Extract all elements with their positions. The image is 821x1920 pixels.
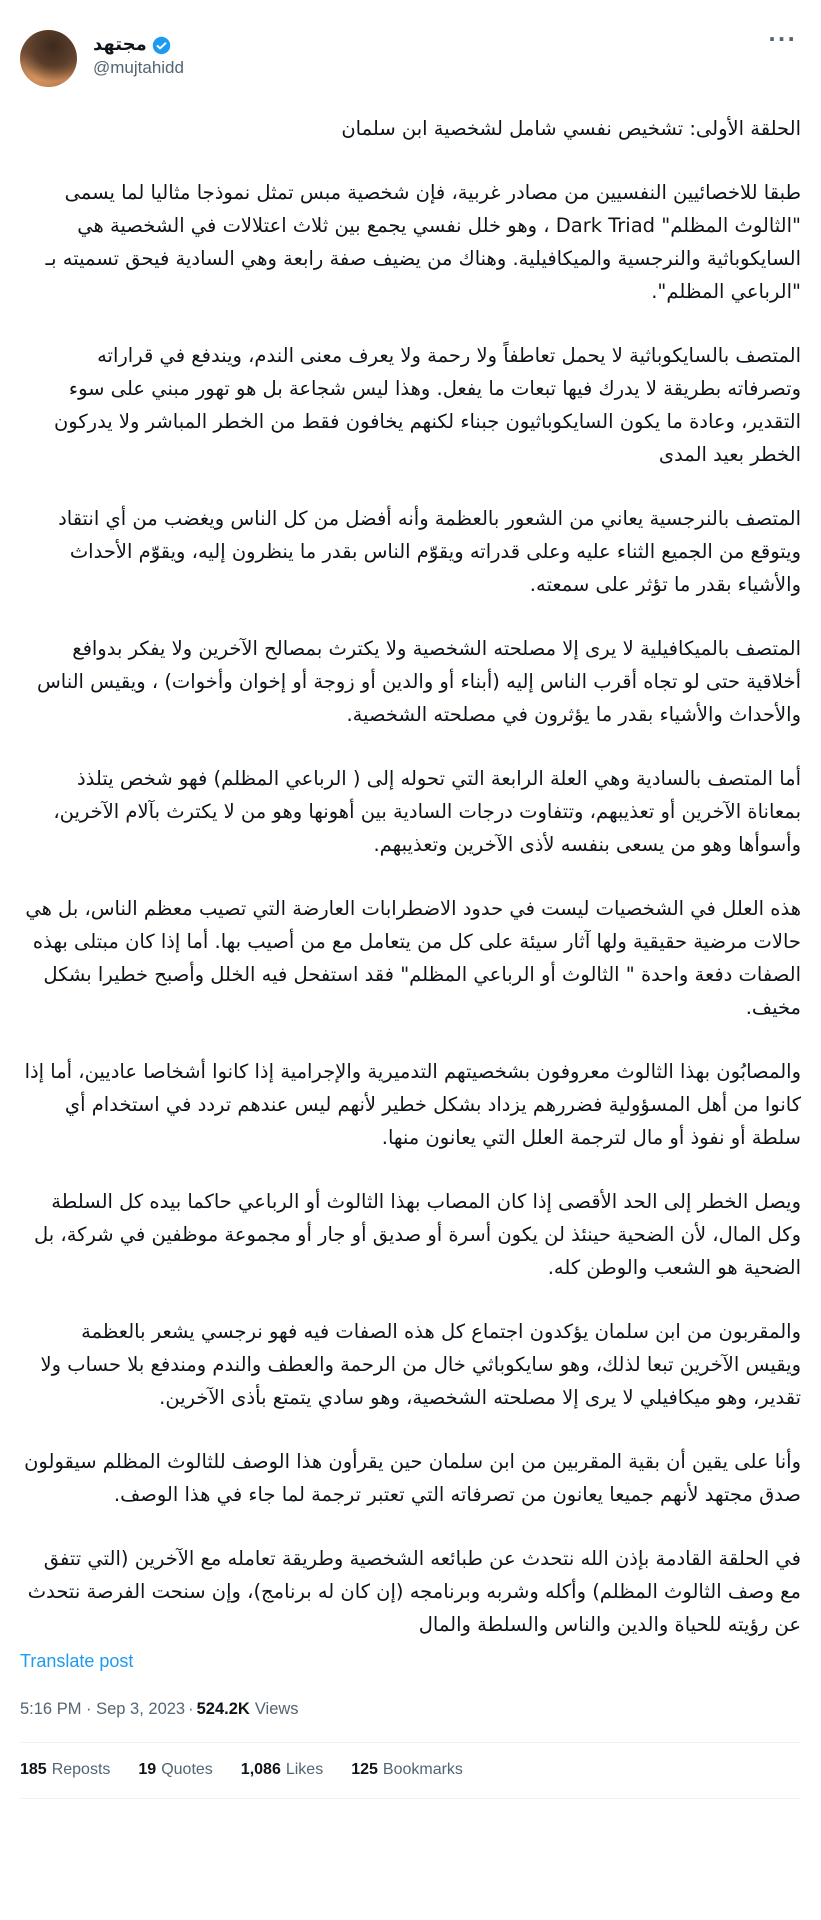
tweet-paragraph: أما المتصف بالسادية وهي العلة الرابعة التي تحوله إلى ( الرباعي المظلم) فهو شخص يتلذذ بمعاناة الآخرين أو تعذيبهم، وتتفاوت درجات السادية بين أهونها وهو من لا يكترث بآلام الآخرين، وأسوأها وهو من يسعى بنفسه لأذى الآخرين وتعذيبهم. — [53, 767, 801, 856]
reposts-count: 185 — [20, 1761, 47, 1778]
translate-post-link[interactable]: Translate post — [20, 1651, 134, 1671]
tweet-paragraph: المتصف بالنرجسية يعاني من الشعور بالعظمة وأنه أفضل من كل الناس ويغضب من أي انتقاد ويتوقع من الجميع الثناء عليه وعلى قدراته ويقوّم الناس بقدر ما ينظرون إليه، ويقوّم الأحداث والأشياء بقدر ما تؤثر على سمعته. — [58, 507, 801, 596]
reposts-label: Reposts — [51, 1761, 111, 1778]
tweet-paragraph: الحلقة الأولى: تشخيص نفسي شامل لشخصية ابن سلمان — [341, 117, 801, 140]
engagement-stats — [20, 1743, 801, 1798]
quotes-count: 19 — [138, 1761, 157, 1778]
reposts-stat[interactable] — [20, 1761, 110, 1779]
timestamp: 5:16 PM · Sep 3, 2023 — [20, 1700, 186, 1718]
tweet-paragraph: ويصل الخطر إلى الحد الأقصى إذا كان المصاب بهذا الثالوث أو الرباعي حاكما بيده كل السلطة وكل المال، لأن الضحية حينئذ لن يكون أسرة أو صديق أو جار أو مجموعة موظفين في شركة، بل الضحية هو الشعب والوطن كله. — [34, 1190, 801, 1279]
verified-badge-icon — [152, 36, 171, 55]
views-label: Views — [254, 1700, 299, 1718]
meta-separator: · — [188, 1700, 194, 1718]
tweet-paragraph: المتصف بالسايكوباثية لا يحمل تعاطفاً ولا رحمة ولا يعرف معنى الندم، ويندفع في قراراته وتصرفاته بطريقة لا يدرك فيها تبعات ما يفعل. وهذا ليس شجاعة بل هو تهور مبني على سوء التقدير، وعادة ما يكون السايكوباثيون جبناء لكنهم يخافون فقط من الخطر المباشر ولا يدركون الخطر بعيد المدى — [53, 344, 801, 466]
tweet-paragraph: والمصابُون بهذا الثالوث معروفون بشخصيتهم التدميرية والإجرامية إذا كانوا أشخاصا عاديين، أما إذا كانوا من أهل المسؤولية فضررهم يزداد بشكل خطير لأنهم ليس عندهم تردد في استخدام أي سلطة أو نفوذ أو مال لترجمة العلل التي يعانون منها. — [24, 1060, 801, 1149]
tweet-meta — [20, 1699, 801, 1719]
likes-label: Likes — [285, 1761, 324, 1778]
quotes-label: Quotes — [161, 1761, 213, 1778]
views-count: 524.2K — [196, 1700, 250, 1718]
divider — [20, 1798, 801, 1799]
tweet-paragraph: المتصف بالميكافيلية لا يرى إلا مصلحته الشخصية ولا يكترث بمصالح الآخرين ولا يفكر بدوافع أخلاقية حتى لو تجاه أقرب الناس إليه (أبناء أو والدين أو زوجة أو إخوان وأخوات) ، ويقيس الناس والأحداث والأشياء بقدر ما يؤثرون في مصلحته الشخصية. — [36, 637, 801, 726]
tweet-paragraph: هذه العلل في الشخصيات ليست في حدود الاضطرابات العارضة التي تصيب معظم الناس، بل هي حالات مرضية حقيقية ولها آثار سيئة على كل من يتعامل مع من أصيب بها. أما إذا كان مبتلى بهذه الصفات دفعة واحدة " الثالوث أو الرباعي المظلم" فقد استفحل فيه الخلل وأصبح خطيرا بشكل مخيف. — [25, 897, 801, 1019]
bookmarks-count: 125 — [351, 1761, 378, 1778]
user-handle[interactable]: @mujtahidd — [93, 58, 184, 77]
likes-count: 1,086 — [240, 1761, 281, 1778]
user-identity — [93, 30, 184, 78]
avatar[interactable] — [20, 30, 77, 87]
display-name[interactable]: مجتهد — [93, 34, 147, 55]
tweet-paragraph: في الحلقة القادمة بإذن الله نتحدث عن طبائعه الشخصية وطريقة تعامله مع الآخرين (التي تتفق مع وصف الثالوث المظلم) وأكله وشربه وبرنامجه (إن كان له برنامج)، وإن سنحت الفرصة نتحدث عن رؤيته للحياة والدين والناس والسلطة والمال — [27, 1547, 801, 1636]
more-options-button[interactable]: ··· — [768, 27, 797, 51]
bookmarks-label: Bookmarks — [382, 1761, 463, 1778]
bookmarks-stat[interactable] — [351, 1761, 463, 1779]
likes-stat[interactable] — [241, 1761, 323, 1779]
tweet-paragraph: طبقا للاخصائيين النفسيين من مصادر غربية، فإن شخصية مبس تمثل نموذجا مثاليا لما يسمى "الثالوث المظلم" Dark Triad ، وهو خلل نفسي يجمع بين ثلاث اعتلالات في الشخصية هي السايكوباثية والنرجسية والميكافيلية. وهناك من يضيف صفة رابعة وهي السادية فيحق تسميته بـ "الرباعي المظلم". — [45, 181, 801, 303]
tweet-header — [20, 27, 801, 87]
tweet-text — [20, 112, 801, 1641]
tweet-paragraph: وأنا على يقين أن بقية المقربين من ابن سلمان حين يقرأون هذا الوصف للثالوث المظلم سيقولون صدق مجتهد لأنهم جميعا يعانون من تصرفاته التي تعتبر ترجمة لما جاء في هذا الوصف. — [24, 1450, 801, 1506]
tweet-paragraph: والمقربون من ابن سلمان يؤكدون اجتماع كل هذه الصفات فيه فهو نرجسي يشعر بالعظمة ويقيس الآخرين تبعا لذلك، وهو سايكوباثي خال من الرحمة والعطف والندم ومندفع بلا حساب ولا تقدير، وهو ميكافيلي لا يرى إلا مصلحته الشخصية، وهو سادي يتمتع بأذى الآخرين. — [40, 1320, 801, 1409]
quotes-stat[interactable] — [138, 1761, 212, 1779]
